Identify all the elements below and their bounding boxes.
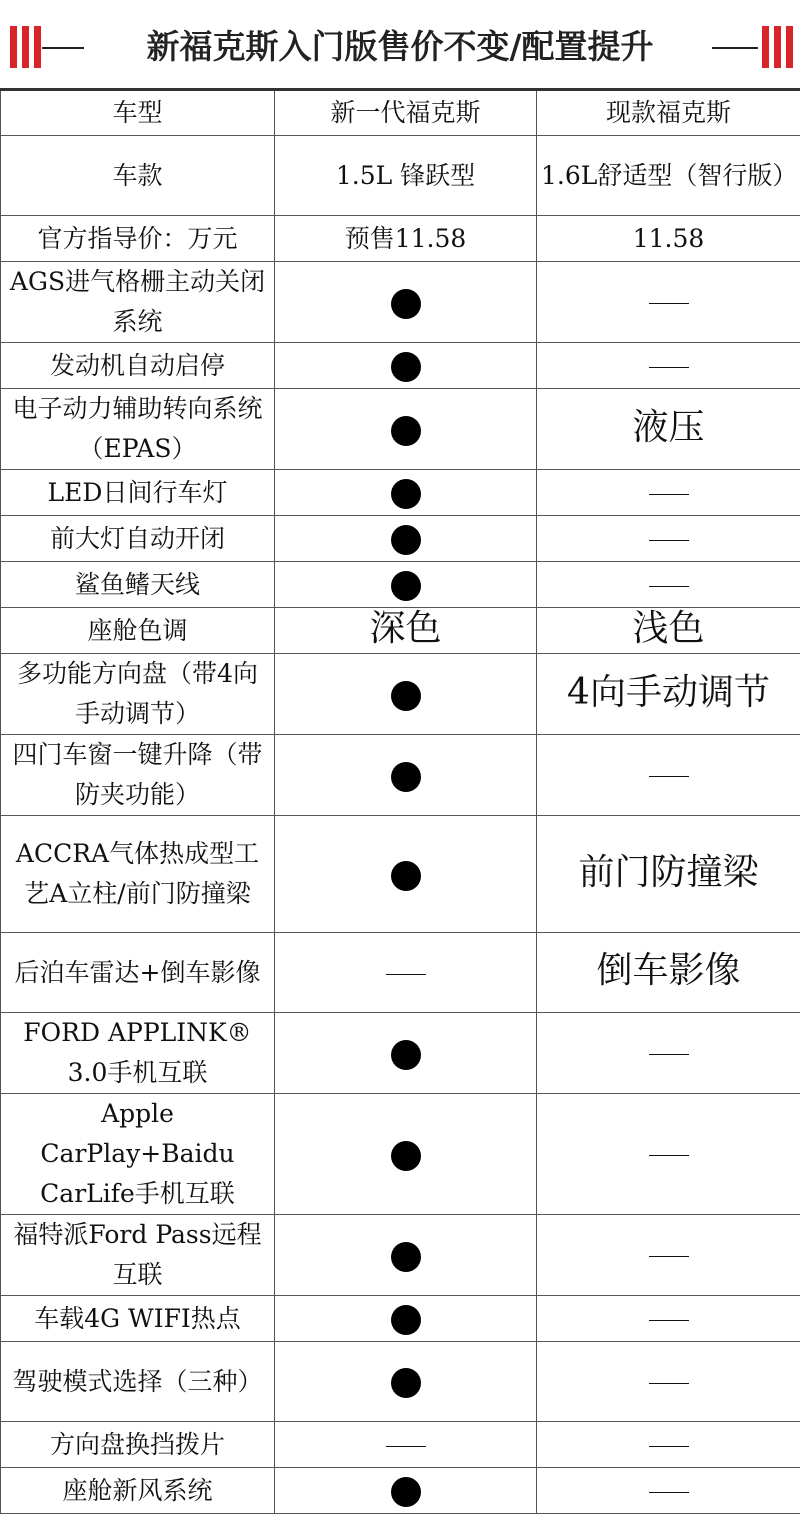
current-focus-cell-text: 4向手动调节	[567, 671, 770, 713]
current-focus-cell	[537, 562, 800, 608]
feature-cell: 方向盘换挡拨片	[1, 1422, 275, 1468]
new-focus-cell	[275, 136, 537, 216]
new-focus-cell	[275, 1215, 537, 1296]
current-focus-cell	[537, 654, 800, 735]
table-row	[1, 1422, 800, 1468]
table-row	[1, 216, 800, 262]
new-focus-cell	[275, 1422, 537, 1468]
filled-dot-icon	[391, 1477, 421, 1507]
new-focus-cell	[275, 933, 537, 1013]
new-focus-cell	[275, 735, 537, 816]
dash-icon	[649, 367, 689, 368]
new-focus-cell	[275, 262, 537, 343]
dash-icon	[649, 586, 689, 587]
table-row	[1, 735, 800, 816]
new-focus-cell	[275, 516, 537, 562]
feature-cell: 发动机自动启停	[1, 343, 275, 389]
filled-dot-icon	[391, 1242, 421, 1272]
current-focus-cell	[537, 470, 800, 516]
table-row	[1, 608, 800, 654]
new-focus-cell-text: 深色	[369, 608, 442, 649]
filled-dot-icon	[391, 861, 421, 891]
feature-cell: 驾驶模式选择（三种）	[1, 1342, 275, 1422]
current-focus-cell	[537, 1013, 800, 1094]
dash-icon	[649, 1155, 689, 1156]
filled-dot-icon	[391, 479, 421, 509]
current-focus-cell	[537, 1094, 800, 1215]
feature-cell: Apple CarPlay+Baidu CarLife手机互联	[1, 1094, 275, 1215]
new-focus-cell	[275, 1342, 537, 1422]
new-focus-cell	[275, 1094, 537, 1215]
current-focus-cell	[537, 1296, 800, 1342]
dash-icon	[649, 1256, 689, 1257]
feature-cell: 多功能方向盘（带4向手动调节）	[1, 654, 275, 735]
current-focus-cell	[537, 816, 800, 933]
new-focus-cell	[275, 1468, 537, 1514]
feature-cell: 座舱新风系统	[1, 1468, 275, 1514]
table-row	[1, 1094, 800, 1215]
dash-icon	[649, 494, 689, 495]
dash-icon	[649, 1492, 689, 1493]
filled-dot-icon	[391, 525, 421, 555]
dash-icon	[649, 1320, 689, 1321]
table-row	[1, 516, 800, 562]
current-focus-cell	[537, 262, 800, 343]
filled-dot-icon	[391, 1141, 421, 1171]
feature-cell: FORD APPLINK® 3.0手机互联	[1, 1013, 275, 1094]
column-header-new-focus: 新一代福克斯	[275, 90, 537, 136]
column-header-current-focus: 现款福克斯	[537, 90, 800, 136]
header-banner	[0, 0, 800, 88]
feature-cell: 车载4G WIFI热点	[1, 1296, 275, 1342]
feature-cell: 车款	[1, 136, 275, 216]
table-row	[1, 1215, 800, 1296]
column-header-model: 车型	[1, 90, 275, 136]
table-row	[1, 562, 800, 608]
dash-icon	[649, 776, 689, 777]
feature-cell: 福特派Ford Pass远程互联	[1, 1215, 275, 1296]
table-row	[1, 654, 800, 735]
feature-cell: 电子动力辅助转向系统（EPAS）	[1, 389, 275, 470]
filled-dot-icon	[391, 352, 421, 382]
table-row	[1, 343, 800, 389]
filled-dot-icon	[391, 1368, 421, 1398]
dash-icon	[386, 1446, 426, 1447]
spec-comparison-table	[0, 88, 800, 1514]
new-focus-cell	[275, 562, 537, 608]
current-focus-cell-text: 倒车影像	[596, 950, 741, 991]
filled-dot-icon	[391, 681, 421, 711]
current-focus-cell	[537, 1422, 800, 1468]
current-focus-cell	[537, 516, 800, 562]
new-focus-cell-text: 1.5L 锋跃型	[335, 160, 476, 190]
feature-cell: 后泊车雷达+倒车影像	[1, 933, 275, 1013]
filled-dot-icon	[391, 571, 421, 601]
current-focus-cell-text: 液压	[632, 406, 705, 448]
page-title: 新福克斯入门版售价不变/配置提升	[146, 27, 654, 66]
current-focus-cell	[537, 1342, 800, 1422]
current-focus-cell-text: 11.58	[632, 223, 705, 253]
new-focus-cell	[275, 216, 537, 262]
table-row	[1, 1013, 800, 1094]
table-row	[1, 262, 800, 343]
current-focus-cell	[537, 216, 800, 262]
dash-icon	[649, 1383, 689, 1384]
table-row	[1, 389, 800, 470]
feature-cell: AGS进气格栅主动关闭系统	[1, 262, 275, 343]
new-focus-cell-text: 预售11.58	[344, 223, 467, 253]
current-focus-cell	[537, 1215, 800, 1296]
dash-icon	[649, 540, 689, 541]
current-focus-cell	[537, 608, 800, 654]
new-focus-cell	[275, 816, 537, 933]
feature-cell: 鲨鱼鳍天线	[1, 562, 275, 608]
table-header-row	[1, 90, 800, 136]
feature-cell: LED日间行车灯	[1, 470, 275, 516]
table-row	[1, 816, 800, 933]
new-focus-cell	[275, 654, 537, 735]
current-focus-cell-text: 1.6L舒适型（智行版）	[541, 160, 798, 190]
filled-dot-icon	[391, 416, 421, 446]
current-focus-cell	[537, 1468, 800, 1514]
filled-dot-icon	[391, 1040, 421, 1070]
dash-icon	[386, 974, 426, 975]
header-right-ornament	[700, 26, 800, 68]
filled-dot-icon	[391, 762, 421, 792]
dash-icon	[649, 303, 689, 304]
current-focus-cell-text: 浅色	[632, 608, 705, 649]
new-focus-cell	[275, 1296, 537, 1342]
current-focus-cell	[537, 136, 800, 216]
table-row	[1, 1342, 800, 1422]
new-focus-cell	[275, 470, 537, 516]
header-left-ornament	[0, 26, 100, 68]
table-row	[1, 470, 800, 516]
filled-dot-icon	[391, 1305, 421, 1335]
table-row	[1, 1468, 800, 1514]
feature-cell: ACCRA气体热成型工艺A立柱/前门防撞梁	[1, 816, 275, 933]
feature-cell: 四门车窗一键升降（带防夹功能）	[1, 735, 275, 816]
table-row	[1, 1296, 800, 1342]
current-focus-cell	[537, 735, 800, 816]
new-focus-cell	[275, 608, 537, 654]
dash-icon	[649, 1446, 689, 1447]
current-focus-cell	[537, 343, 800, 389]
dash-icon	[649, 1054, 689, 1055]
current-focus-cell	[537, 389, 800, 470]
table-row	[1, 933, 800, 1013]
new-focus-cell	[275, 1013, 537, 1094]
table-row	[1, 136, 800, 216]
current-focus-cell-text: 前门防撞梁	[578, 851, 759, 893]
new-focus-cell	[275, 389, 537, 470]
feature-cell: 前大灯自动开闭	[1, 516, 275, 562]
feature-cell: 官方指导价：万元	[1, 216, 275, 262]
filled-dot-icon	[391, 289, 421, 319]
new-focus-cell	[275, 343, 537, 389]
feature-cell: 座舱色调	[1, 608, 275, 654]
current-focus-cell	[537, 933, 800, 1013]
